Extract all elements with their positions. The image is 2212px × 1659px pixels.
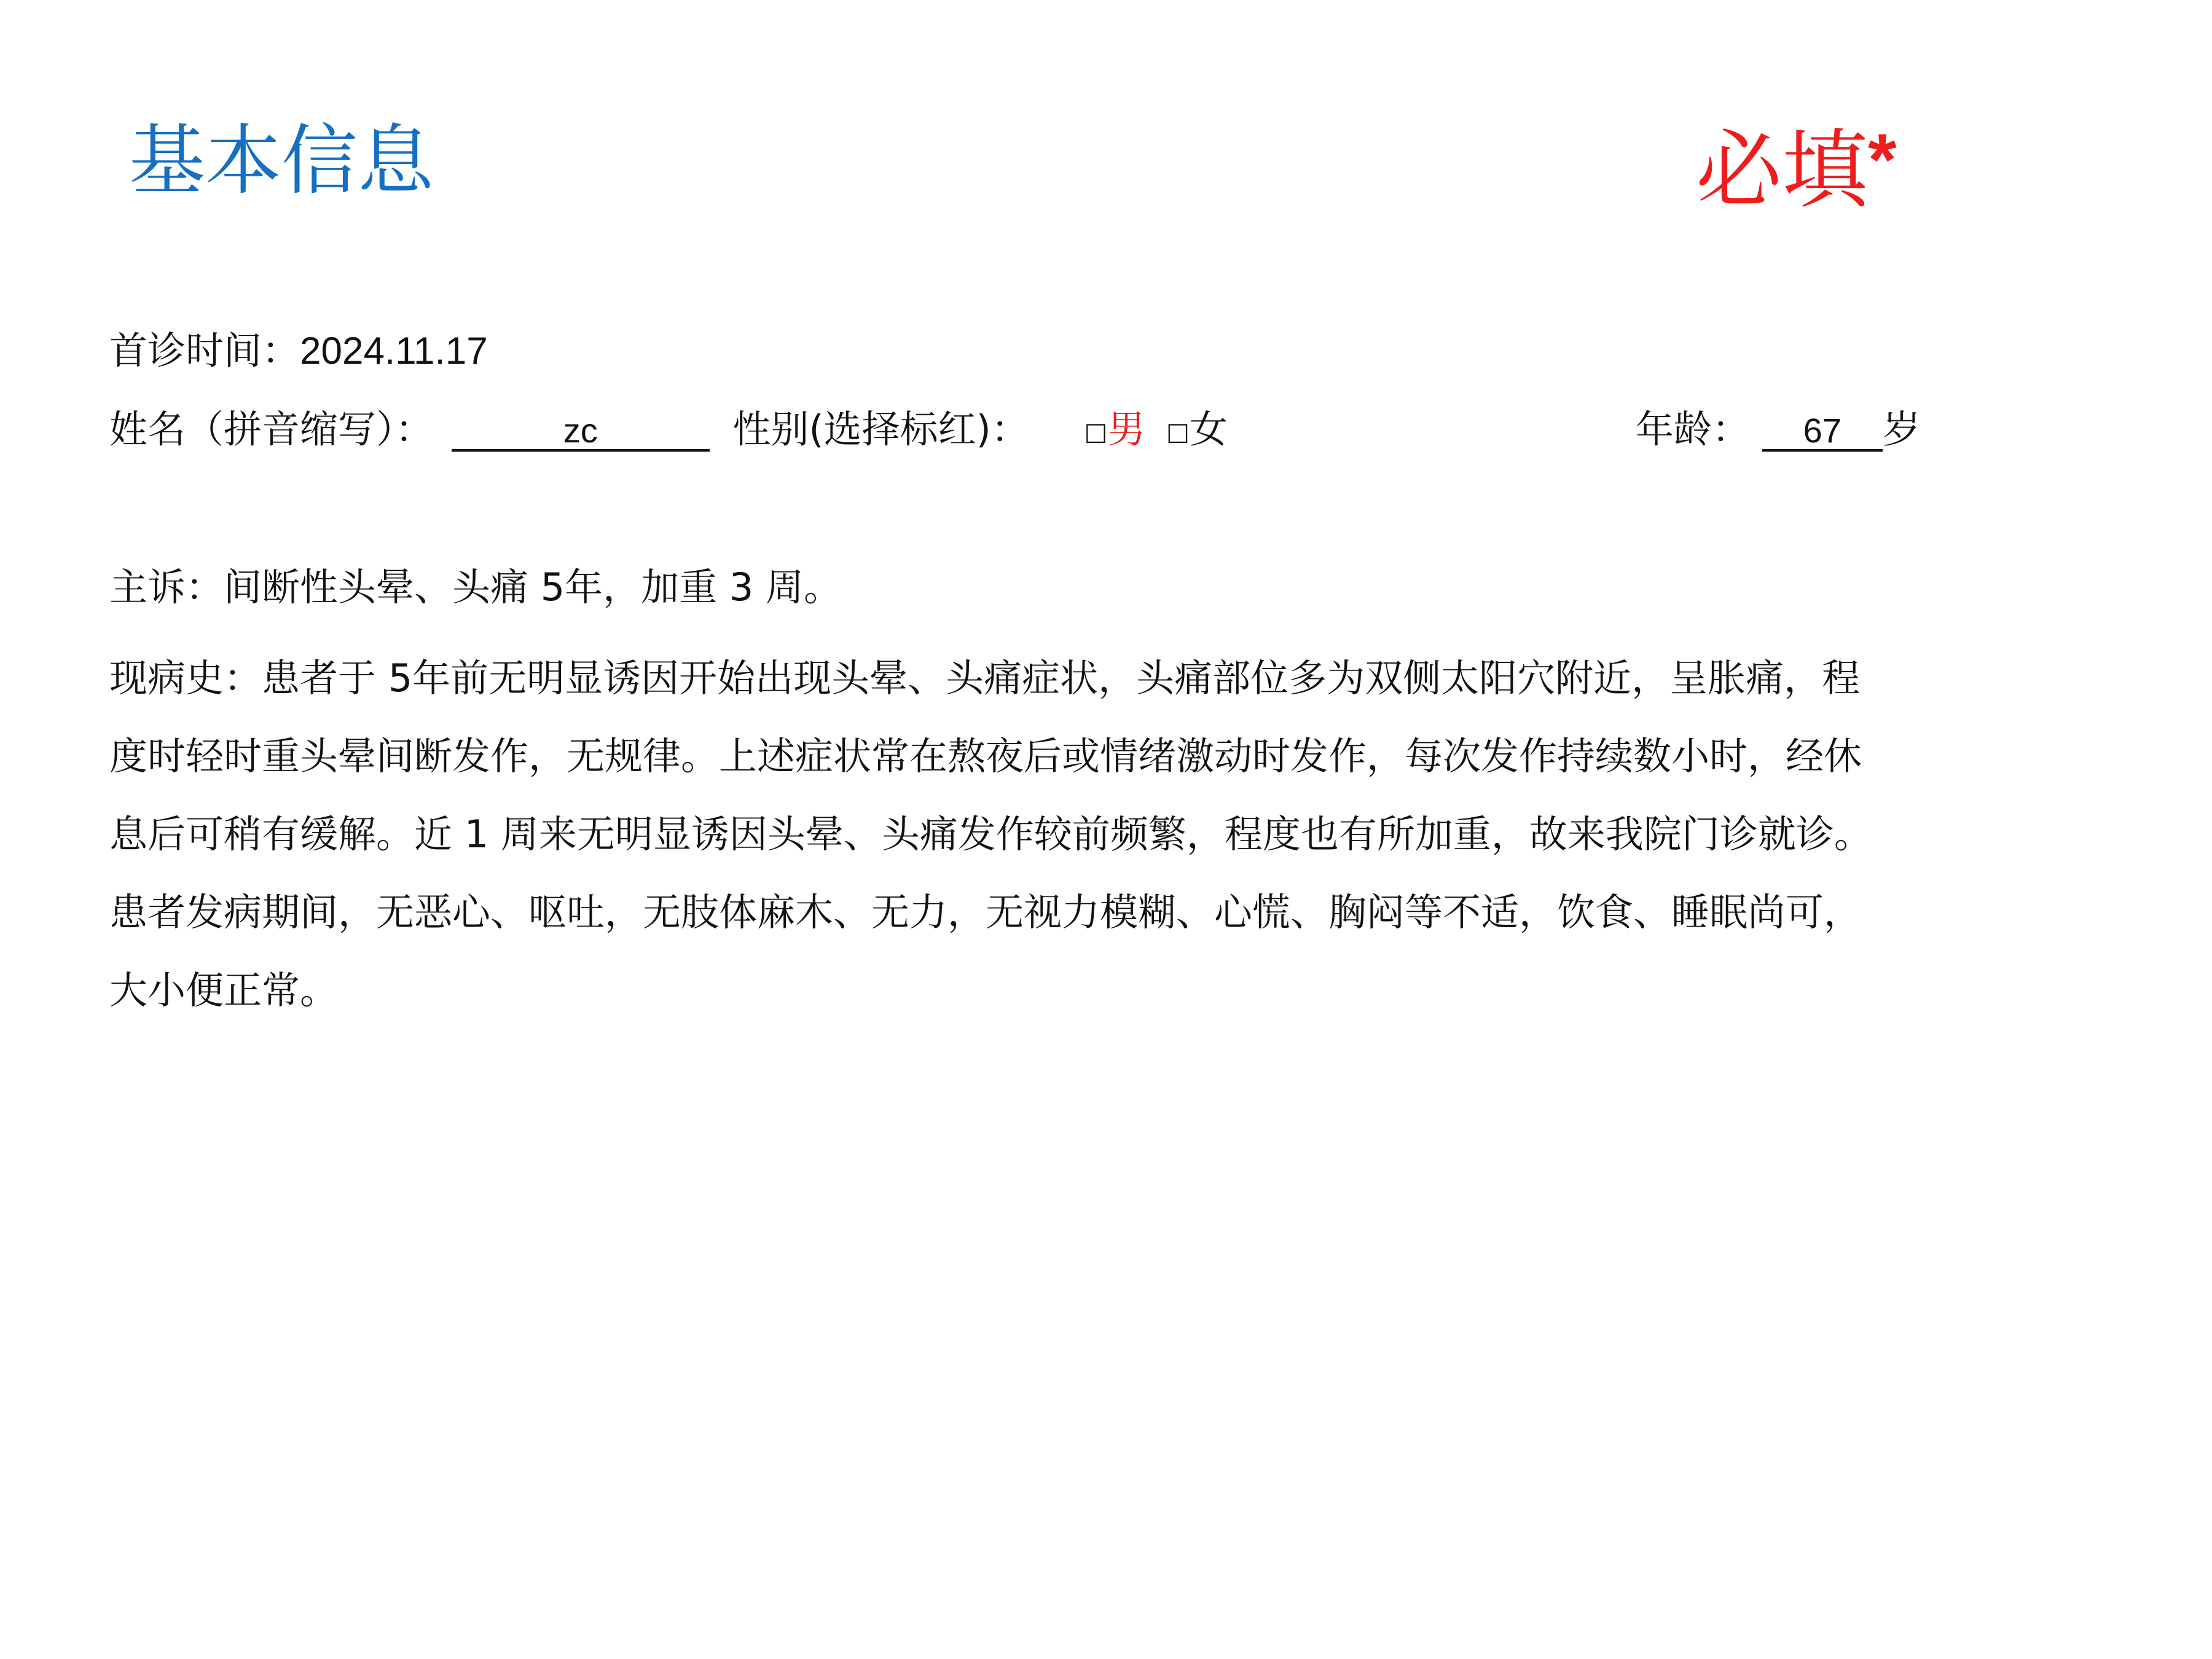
- age-row: [1636, 407, 1921, 452]
- present-illness-history: [109, 639, 2137, 1029]
- male-checkbox[interactable]: □: [1084, 418, 1108, 446]
- section-title: 基本信息: [129, 117, 434, 205]
- required-asterisk: *: [1868, 119, 1897, 201]
- history-line: 现病史：患者于 5年前无明显诱因开始出现头晕、头痛症状，头痛部位多为双侧太阳穴附近，呈胀痛，程: [109, 656, 1861, 700]
- history-line: 患者发病期间，无恶心、呕吐，无肢体麻木、无力，无视力模糊、心慌、胸闷等不适，饮食、睡眠尚可，: [109, 890, 1862, 935]
- first-visit-label: 首诊时间：: [109, 328, 300, 373]
- required-label: [1696, 119, 1897, 221]
- female-label: 女: [1189, 407, 1228, 452]
- female-checkbox[interactable]: □: [1166, 418, 1190, 446]
- complaint-text: 间断性头晕、头痛 5年，加重 3 周。: [224, 565, 842, 610]
- complaint-label: 主诉：: [109, 565, 224, 610]
- first-visit-row: [109, 328, 488, 373]
- age-field[interactable]: 67: [1762, 413, 1883, 452]
- history-line: 息后可稍有缓解。近 1 周来无明显诱因头晕、头痛发作较前频繁，程度也有所加重，故来我院门诊就诊。: [109, 812, 1872, 857]
- name-field[interactable]: zc: [452, 413, 710, 452]
- age-unit: 岁: [1882, 407, 1921, 452]
- first-visit-date: 2024.11.17: [300, 330, 488, 372]
- patient-info-row: [109, 407, 1228, 452]
- age-label: 年龄：: [1636, 407, 1751, 452]
- required-text: 必填: [1696, 120, 1869, 221]
- chief-complaint-row: [109, 565, 842, 610]
- male-label: 男: [1107, 407, 1146, 452]
- name-label: 姓名（拼音缩写）：: [109, 407, 434, 452]
- history-line: 度时轻时重头晕间断发作，无规律。上述症状常在熬夜后或情绪激动时发作，每次发作持续数小时，经休: [109, 734, 1862, 779]
- gender-option-male[interactable]: [1084, 407, 1146, 452]
- gender-option-female[interactable]: [1166, 407, 1228, 452]
- gender-label: 性别(选择标红)：: [732, 407, 1029, 452]
- history-line: 大小便正常。: [109, 968, 339, 1013]
